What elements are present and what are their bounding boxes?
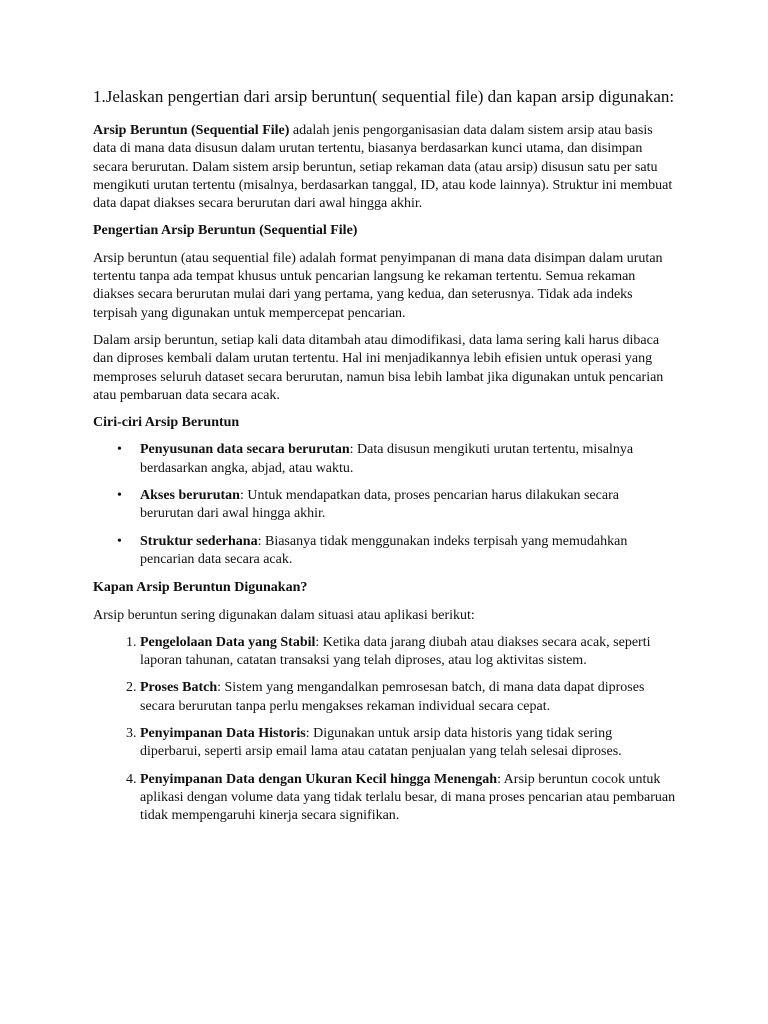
intro-paragraph <box>93 122 676 213</box>
section-heading-pengertian: Pengertian Arsip Beruntun (Sequential File) <box>93 223 358 239</box>
list-item <box>140 725 676 762</box>
list-item-term: Penyimpanan Data Historis <box>140 726 306 742</box>
list-item-term: Penyusunan data secara berurutan <box>140 442 350 458</box>
list-item <box>140 533 676 570</box>
list-item-term: Struktur sederhana <box>140 533 258 549</box>
list-item-desc: : Untuk mendapatkan data, proses pencarian harus dilakukan secara berurutan dari awal hingga akhir. <box>140 488 619 522</box>
list-item-desc: : Biasanya tidak menggunakan indeks terpisah yang memudahkan pencarian data secara acak. <box>140 533 628 567</box>
list-item-desc: : Digunakan untuk arsip data historis yang tidak sering diperbarui, seperti arsip email lama atau catatan penjualan yang telah selesai diproses. <box>140 726 622 760</box>
pengertian-paragraph-2: Dalam arsip beruntun, setiap kali data ditambah atau dimodifikasi, data lama sering kali harus dibaca dan diproses kembali dalam urutan tertentu. Hal ini menjadikannya lebih efisien untuk operasi yang memproses seluruh dataset secara berurutan, namun bisa lebih lambat jika digunakan untuk pencarian atau pembaruan data secara acak. <box>93 332 664 403</box>
list-item <box>140 679 676 716</box>
section-heading-kapan: Kapan Arsip Beruntun Digunakan? <box>93 580 308 596</box>
intro-term: Arsip Beruntun (Sequential File) <box>93 123 290 138</box>
list-item-desc: : Ketika data jarang diubah atau diakses secara acak, seperti laporan tahunan, catatan transaksi yang telah diproses, atau log aktivitas sistem. <box>140 634 651 669</box>
ciri-ciri-list <box>93 441 676 569</box>
pengertian-paragraph-1: Arsip beruntun (atau sequential file) adalah format penyimpanan di mana data disimpan dalam urutan tertentu tanpa ada tempat khusus untuk pencarian langsung ke rekaman tertentu. Semua rekaman diakses secara berurutan mulai dari yang pertama, yang kedua, dan seterusnya. Tidak ada indeks terpisah yang digunakan untuk mempercepat pencarian. <box>93 250 663 321</box>
list-item <box>140 771 676 826</box>
list-item-term: Proses Batch <box>140 680 218 696</box>
list-item-term: Penyimpanan Data dengan Ukuran Kecil hingga Menengah <box>140 771 498 787</box>
list-item-desc: : Arsip beruntun cocok untuk aplikasi dengan volume data yang tidak terlalu besar, di mana proses pencarian atau pembaruan tidak mempengaruhi kinerja secara signifikan. <box>140 771 676 824</box>
list-item-desc: : Sistem yang mengandalkan pemrosesan batch, di mana data dapat diproses secara berurutan tanpa perlu mengakses rekaman individual secara cepat. <box>140 680 645 714</box>
question-title: 1.Jelaskan pengertian dari arsip beruntun( sequential file) dan kapan arsip digunakan: <box>93 87 675 106</box>
list-item-desc: : Data disusun mengikuti urutan tertentu, misalnya berdasarkan angka, abjad, atau waktu. <box>140 442 634 476</box>
kapan-intro-paragraph: Arsip beruntun sering digunakan dalam situasi atau aplikasi berikut: <box>93 607 475 623</box>
list-item <box>140 634 676 671</box>
list-item <box>140 487 676 524</box>
list-item-term: Akses berurutan <box>140 488 240 504</box>
list-item-term: Pengelolaan Data yang Stabil <box>140 634 316 650</box>
list-item <box>140 441 676 478</box>
kapan-list <box>93 634 676 826</box>
intro-text: adalah jenis pengorganisasian data dalam sistem arsip atau basis data di mana data disusun dalam urutan tertentu, biasanya berdasarkan kunci utama, dan disimpan secara berurutan. Dalam sistem arsip beruntun, setiap rekaman data (atau arsip) disusun satu per satu mengikuti urutan tertentu (misalnya, berdasarkan tanggal, ID, atau kode lainnya). Struktur ini membuat data dapat diakses secara berurutan dari awal hingga akhir. <box>93 123 673 212</box>
section-heading-ciri-ciri: Ciri-ciri Arsip Beruntun <box>93 415 240 431</box>
